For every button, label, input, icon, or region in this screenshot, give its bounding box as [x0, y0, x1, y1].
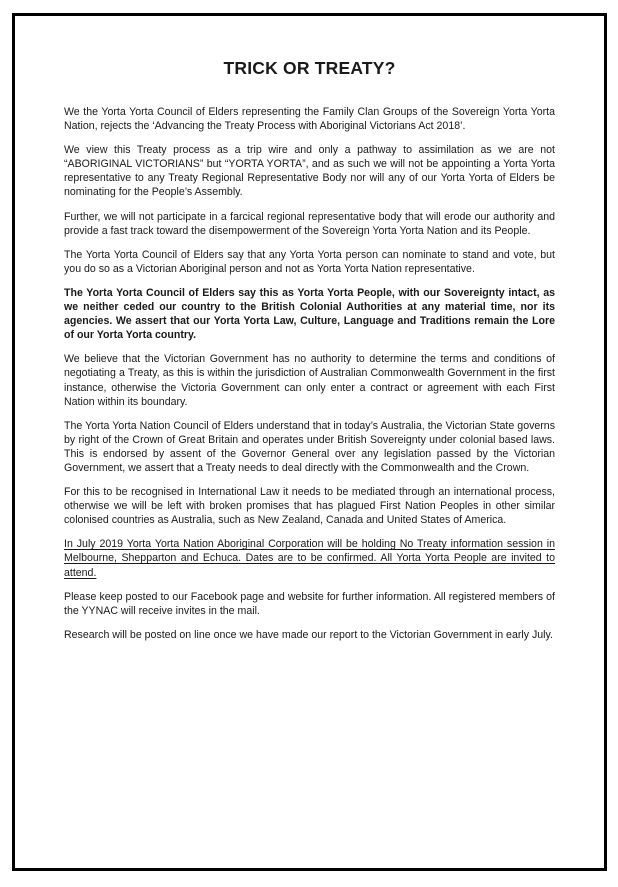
paragraph-list [64, 105, 555, 642]
para-nominate-and-vote: The Yorta Yorta Council of Elders say that any Yorta Yorta person can nominate to stand and vote, but you do so as a Victorian Aboriginal person and not as Yorta Yorta Nation representative. [64, 248, 555, 275]
para-assimilation: We view this Treaty process as a trip wire and only a pathway to assimilation as we are not “ABORIGINAL VICTORIANS” but “YORTA YORTA”, and as such we will not be appointing a Yorta Yorta representative to any Treaty Regional Representative Body nor will any of our Yorta Yorta of Elders be nominating for the People’s Assembly. [64, 144, 555, 199]
para-no-authority: We believe that the Victorian Government has no authority to determine the terms and conditions of negotiating a Treaty, as this is within the jurisdiction of Australian Commonwealth Government in the first instance, otherwise the Victoria Government can only enter a contract or agreement with each First Nation within its boundary. [64, 353, 555, 408]
para-research-online: Research will be posted on line once we have made our report to the Victorian Government in early July. [64, 628, 553, 641]
document-content [64, 58, 555, 642]
para-july-sessions: In July 2019 Yorta Yorta Nation Aboriginal Corporation will be holding No Treaty information session in Melbourne, Shepparton and Echuca. Dates are to be confirmed. All Yorta Yorta People are invited to attend. [64, 538, 555, 579]
para-sovereignty-intact: The Yorta Yorta Council of Elders say this as Yorta Yorta People, with our Sovereignty intact, as we neither ceded our country to the British Colonial Authorities at any material time, nor its agencies. We assert that our Yorta Yorta Law, Culture, Language and Traditions remain the Lore of our Yorta Yorta country. [64, 286, 555, 342]
para-facebook-updates: Please keep posted to our Facebook page and website for further information. All registered members of the YYNAC will receive invites in the mail. [64, 590, 555, 617]
para-international-law: For this to be recognised in International Law it needs to be mediated through an international process, otherwise we will be left with broken promises that has plagued First Nation Peoples in other similar colonised countries as Australia, such as New Zealand, Canada and United States of America. [64, 486, 555, 527]
para-rejection: We the Yorta Yorta Council of Elders representing the Family Clan Groups of the Sovereign Yorta Yorta Nation, rejects the ‘Advancing the Treaty Process with Aboriginal Victorians Act 2018’. [64, 106, 555, 133]
para-crown-sovereignty: The Yorta Yorta Nation Council of Elders understand that in today’s Australia, the Victorian State governs by right of the Crown of Great Britain and operates under British Sovereignty under colonial based laws. This is endorsed by assent of the Governor General over any legislation passed by the Victorian Government, we assert that a Treaty needs to deal directly with the Commonwealth and the Crown. [64, 419, 555, 474]
para-no-participation: Further, we will not participate in a farcical regional representative body that will erode our authority and provide a fast track toward the disempowerment of the Sovereign Yorta Yorta Nation and its People. [64, 210, 555, 237]
page-title: TRICK OR TREATY? [223, 58, 396, 78]
